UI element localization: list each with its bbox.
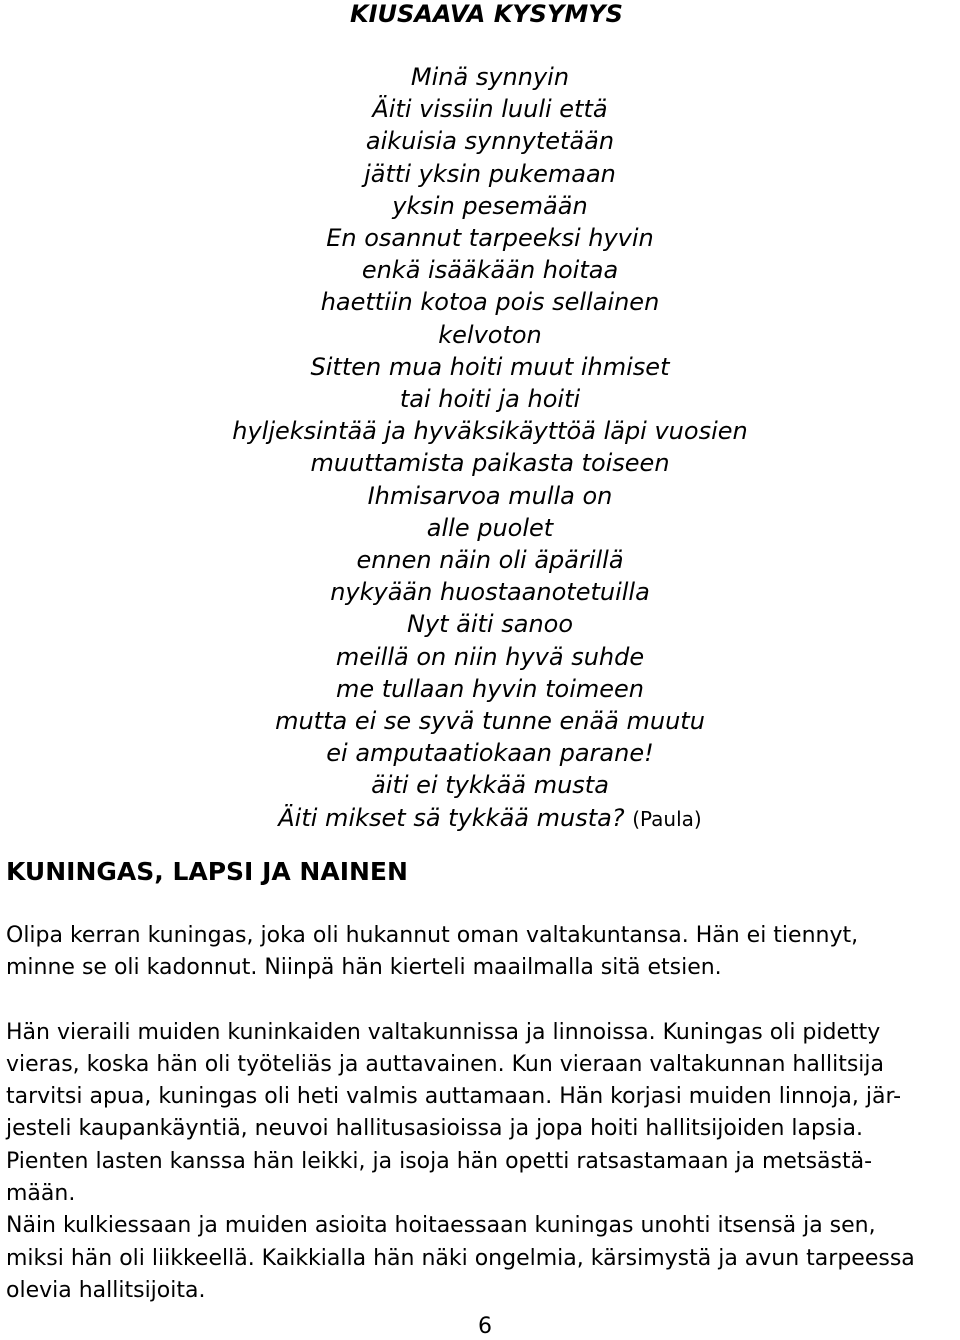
- poem-line: enkä isääkään hoitaa: [361, 256, 619, 285]
- story-line: tarvitsi apua, kuningas oli heti valmis auttamaan. Hän korjasi muiden linnoja, jär-: [6, 1084, 902, 1110]
- story-line: Hän vieraili muiden kuninkaiden valtakunnissa ja linnoissa. Kuningas oli pidetty: [6, 1019, 881, 1045]
- poem-line: aikuisia synnytetään: [365, 127, 615, 156]
- poem-line: me tullaan hyvin toimeen: [336, 674, 644, 703]
- story-paragraph-1: [6, 920, 954, 985]
- poem-line: En osannut tarpeeksi hyvin: [326, 224, 654, 253]
- poem-line: nykyään huostaanotetuilla: [330, 578, 650, 607]
- story-line: jesteli kaupankäyntiä, neuvoi hallitusasioissa ja jopa hoiti hallitsijoiden lapsia.: [6, 1116, 864, 1142]
- poem-last-line: [230, 802, 750, 835]
- story-title: KUNINGAS, LAPSI JA NAINEN: [6, 857, 408, 886]
- poem-line: muuttamista paikasta toiseen: [310, 449, 670, 478]
- poem-line: meillä on niin hyvä suhde: [335, 642, 645, 671]
- story-line: Pienten lasten kanssa hän leikki, ja isoja hän opetti ratsastamaan ja metsästä-: [6, 1148, 873, 1174]
- story-line: vieras, koska hän oli työteliäs ja auttavainen. Kun vieraan valtakunnan hallitsija: [6, 1051, 884, 1077]
- poem-line: kelvoton: [438, 320, 542, 349]
- story-body: [6, 920, 954, 1307]
- poem-line: tai hoiti ja hoiti: [399, 385, 581, 414]
- page-number: 6: [478, 1314, 492, 1339]
- poem-line: alle puolet: [426, 513, 554, 542]
- poem-line: Äiti vissiin luuli että: [372, 95, 608, 124]
- story-paragraph-3: [6, 1210, 954, 1307]
- story-line: miksi hän oli liikkeellä. Kaikkialla hän näki ongelmia, kärsimystä ja avun tarpeessa: [6, 1245, 915, 1271]
- poem-line: äiti ei tykkää musta: [371, 771, 609, 800]
- poem-author: (Paula): [632, 806, 702, 831]
- story-line: mään.: [6, 1181, 76, 1207]
- poem-line: ennen näin oli äpärillä: [356, 546, 624, 575]
- poem-last-line-text: Äiti mikset sä tykkää musta?: [278, 803, 625, 832]
- poem-line: mutta ei se syvä tunne enää muutu: [275, 707, 705, 736]
- story-line: Näin kulkiessaan ja muiden asioita hoitaessaan kuningas unohti itsensä ja sen,: [6, 1213, 876, 1239]
- poem-line: yksin pesemään: [392, 191, 588, 220]
- poem-title: KIUSAAVA KYSYMYS: [350, 0, 623, 28]
- story-line: olevia hallitsijoita.: [6, 1277, 206, 1303]
- story-line: Olipa kerran kuningas, joka oli hukannut oman valtakuntansa. Hän ei tiennyt,: [6, 923, 859, 948]
- poem-line: Sitten mua hoiti muut ihmiset: [310, 352, 670, 381]
- story-paragraph-2: [6, 1017, 954, 1211]
- poem-line: Ihmisarvoa mulla on: [367, 481, 613, 510]
- poem-line: haettiin kotoa pois sellainen: [320, 288, 660, 317]
- poem-line: hyljeksintää ja hyväksikäyttöä läpi vuosien: [232, 417, 748, 446]
- poem-line: jätti yksin pukemaan: [364, 159, 616, 188]
- story-line: minne se oli kadonnut. Niinpä hän kierteli maailmalla sitä etsien.: [6, 955, 722, 981]
- poem-line: ei amputaatiokaan parane!: [326, 739, 654, 768]
- poem-line: Minä synnyin: [410, 63, 570, 91]
- poem-body: [230, 61, 750, 835]
- poem-line: Nyt äiti sanoo: [406, 610, 574, 639]
